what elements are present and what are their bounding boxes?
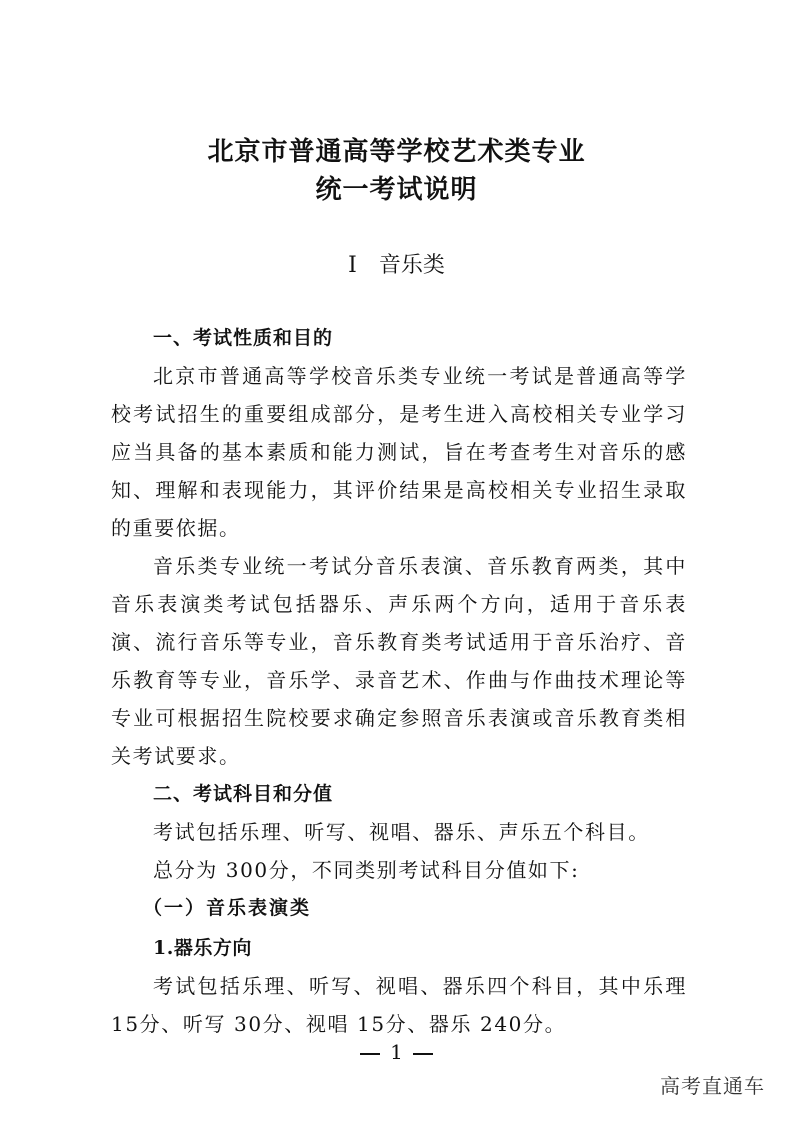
document-title-line1: 北京市普通高等学校艺术类专业 (207, 137, 586, 167)
paragraph-exam-categories: 音乐类专业统一考试分音乐表演、音乐教育两类，其中音乐表演类考试包括器乐、声乐两个方向，适用于音乐表演、流行音乐等专业，音乐教育类考试适用于音乐治疗、音乐教育等专业，音乐学、录音艺术、作曲与作曲技术理论等专业可根据招生院校要求确定参照音乐表演或音乐教育类相关考试要求。 (111, 554, 687, 768)
subheading-instrumental: 1.器乐方向 (153, 937, 252, 959)
page-number-dash-left (360, 1053, 380, 1055)
paragraph-subjects: 考试包括乐理、听写、视唱、器乐、声乐五个科目。 (153, 820, 650, 844)
page-number (0, 1040, 793, 1064)
subheading-performance: （一）音乐表演类 (143, 897, 312, 919)
section-numeral: I (348, 253, 357, 278)
watermark: 高考直通车 (660, 1074, 765, 1098)
paragraph-total-score: 总分为 300分，不同类别考试科目分值如下: (153, 858, 580, 882)
page-number-value: 1 (390, 1040, 403, 1064)
paragraph-instrumental-scores: 考试包括乐理、听写、视唱、器乐四个科目，其中乐理 15分、听写 30分、视唱 15分、器乐 240分。 (111, 974, 687, 1036)
paragraph-exam-nature: 北京市普通高等学校音乐类专业统一考试是普通高等学校考试招生的重要组成部分，是考生进入高校相关专业学习应当具备的基本素质和能力测试，旨在考查考生对音乐的感知、理解和表现能力，其评价结果是高校相关专业招生录取的重要依据。 (111, 364, 687, 540)
heading-exam-nature: 一、考试性质和目的 (153, 327, 334, 349)
heading-exam-subjects: 二、考试科目和分值 (153, 783, 334, 805)
section-title (0, 248, 793, 279)
document-title-line2: 统一考试说明 (315, 175, 478, 205)
page-number-dash-right (413, 1053, 433, 1055)
section-name: 音乐类 (378, 253, 445, 278)
document-body (111, 319, 687, 1043)
